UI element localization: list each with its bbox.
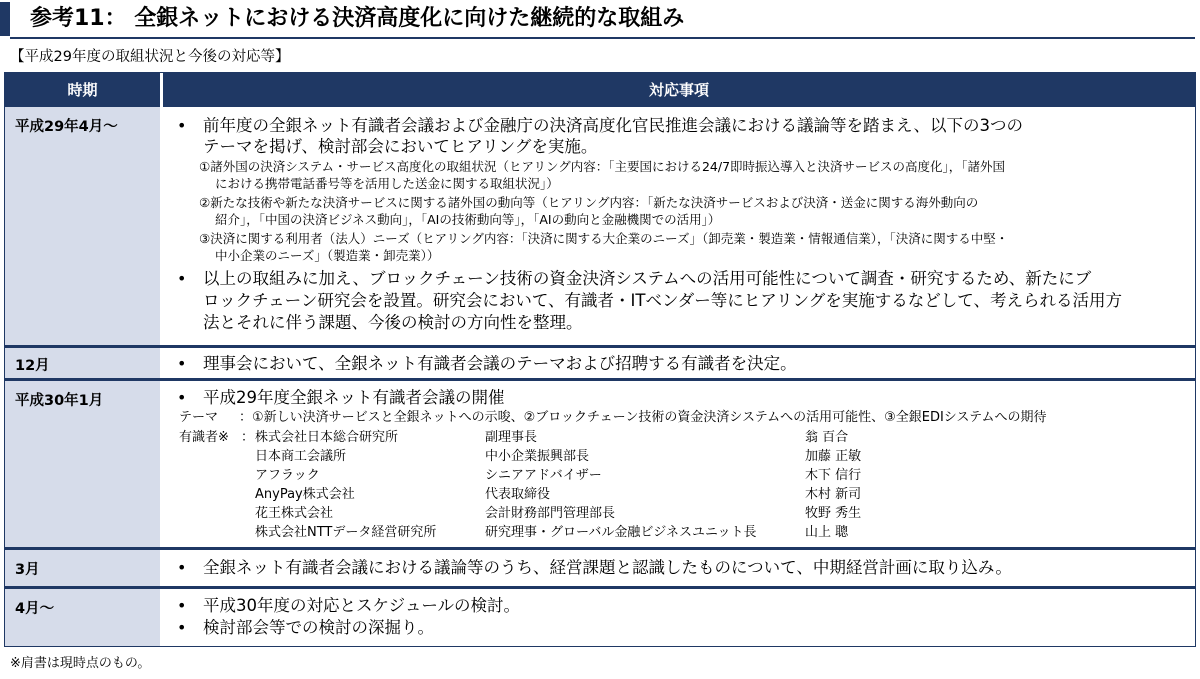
expert-role: 副理事長	[485, 430, 538, 445]
expert-name: 加藤 正敏	[805, 449, 862, 464]
theme-label: テーマ	[179, 410, 219, 425]
bullet-text: 以上の取組みに加え、ブロックチェーン技術の資金決済システムへの活用可能性について調査・研究するため、新たにブ	[203, 269, 1092, 288]
period-label: 平成30年1月	[15, 393, 104, 409]
expert-org: 花王株式会社	[255, 506, 334, 521]
bullet-text: 理事会において、全銀ネット有識者会議のテーマおよび招聘する有識者を決定。	[203, 354, 797, 373]
sub-item: における携帯電話番号等を活用した送金に関する取組状況」）	[215, 176, 559, 191]
expert-role: 代表取締役	[485, 487, 551, 502]
header-items: 対応事項	[163, 73, 1195, 107]
expert-org: 日本商工会議所	[255, 449, 347, 464]
title-accent-bar	[0, 2, 10, 36]
sub-item: 紹介」，「中国の決済ビジネス動向」，「AIの技術動向等」，「AIの動向と金融機関での活用」）	[215, 212, 721, 227]
section-subtitle: 【平成29年度の取組状況と今後の対応等】	[10, 49, 290, 65]
bullet-icon: •	[177, 116, 187, 135]
expert-org: アフラック	[255, 468, 320, 483]
table-row	[5, 550, 1195, 586]
theme-text: ：①新しい決済サービスと全銀ネットへの示唆、②ブロックチェーン技術の資金決済システムへの活用可能性、③全銀EDIシステムへの期待	[239, 410, 1047, 425]
bullet-text: 平成29年度全銀ネット有識者会議の開催	[203, 388, 505, 407]
bullet-icon: •	[177, 388, 187, 407]
expert-name: 木村 新司	[805, 487, 862, 502]
experts-colon: ：	[241, 430, 255, 445]
period-label: 12月	[15, 358, 50, 374]
header-period: 時期	[5, 73, 160, 107]
bullet-icon: •	[177, 596, 187, 615]
table-row	[5, 381, 1195, 547]
items-cell	[163, 348, 1195, 378]
experts-label: 有識者※	[179, 430, 229, 445]
period-cell	[5, 348, 160, 378]
period-cell	[5, 589, 160, 646]
sub-item: ③決済に関する利用者（法人）ニーズ（ヒアリング内容：「決済に関する大企業のニーズ」（卸売業・製造業・情報通信業），「決済に関する中堅・	[199, 231, 1009, 246]
bullet-text: 前年度の全銀ネット有識者会議および金融庁の決済高度化官民推進会議における議論等を踏まえ、以下の3つの	[203, 116, 1023, 135]
period-cell	[5, 550, 160, 586]
period-label: 4月～	[15, 601, 55, 617]
bullet-icon: •	[177, 558, 187, 577]
expert-name: 翁 百合	[805, 430, 849, 445]
title-underline	[10, 37, 1195, 39]
table-row	[5, 589, 1195, 646]
expert-org: 株式会社NTTデータ経営研究所	[255, 525, 437, 540]
bullet-icon: •	[177, 269, 187, 288]
bullet-text: 検討部会等での検討の深掘り。	[203, 618, 434, 637]
expert-role: 研究理事・グローバル金融ビジネスユニット長	[485, 525, 757, 540]
expert-role: 会計財務部門管理部長	[485, 506, 616, 521]
items-cell	[163, 381, 1195, 547]
table-row	[5, 348, 1195, 378]
footnote: ※肩書は現時点のもの。	[10, 656, 151, 671]
bullet-text: 平成30年度の対応とスケジュールの検討。	[203, 596, 521, 615]
period-label: 3月	[15, 562, 40, 578]
period-cell	[5, 381, 160, 547]
expert-name: 木下 信行	[805, 468, 862, 483]
period-label: 平成29年4月～	[15, 119, 118, 135]
expert-role: シニアアドバイザー	[485, 468, 602, 483]
period-cell	[5, 107, 160, 345]
title-bar	[0, 0, 1200, 38]
bullet-icon: •	[177, 354, 187, 373]
page-title: 参考11： 全銀ネットにおける決済高度化に向けた継続的な取組み	[30, 6, 685, 31]
sub-item: ②新たな技術や新たな決済サービスに関する諸外国の動向等（ヒアリング内容：「新たな決済サービスおよび決済・送金に関する海外動向の	[199, 195, 979, 210]
expert-org: AnyPay株式会社	[255, 487, 355, 502]
bullet-text: テーマを掲げ、検討部会においてヒアリングを実施。	[203, 137, 598, 156]
expert-role: 中小企業振興部長	[485, 449, 590, 464]
bullet-icon: •	[177, 618, 187, 637]
schedule-table	[4, 72, 1196, 647]
bullet-text: ロックチェーン研究会を設置。研究会において、有識者・ITベンダー等にヒアリングを実施するなどして、考えられる活用方	[203, 291, 1122, 310]
sub-item: ①諸外国の決済システム・サービス高度化の取組状況（ヒアリング内容：「主要国における24/7即時振込導入と決済サービスの高度化」，「諸外国	[199, 159, 1006, 174]
items-cell	[163, 107, 1195, 345]
expert-name: 山上 聰	[805, 525, 849, 540]
bullet-text: 全銀ネット有識者会議における議論等のうち、経営課題と認識したものについて、中期経営計画に取り込み。	[203, 558, 1012, 577]
expert-org: 株式会社日本総合研究所	[255, 430, 399, 445]
items-cell	[163, 589, 1195, 646]
bullet-text: 法とそれに伴う課題、今後の検討の方向性を整理。	[203, 313, 583, 332]
items-cell	[163, 550, 1195, 586]
table-row	[5, 107, 1195, 345]
sub-item: 中小企業のニーズ」（製造業・卸売業））	[215, 248, 440, 263]
expert-name: 牧野 秀生	[805, 506, 862, 521]
